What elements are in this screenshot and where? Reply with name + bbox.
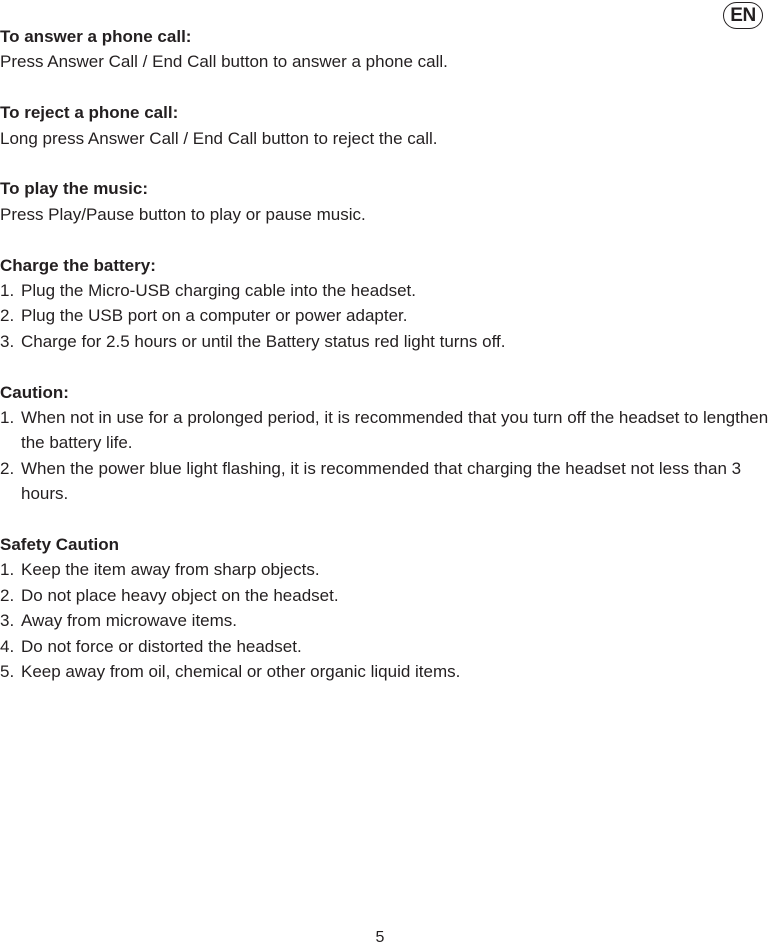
- section-text: Press Play/Pause button to play or pause music.: [0, 204, 366, 224]
- list-item: [0, 557, 769, 582]
- section-text: Press Answer Call / End Call button to answer a phone call.: [0, 52, 448, 72]
- section-heading: Caution:: [0, 382, 69, 402]
- section-heading: To answer a phone call:: [0, 27, 192, 46]
- list-item: [0, 303, 769, 328]
- list-item-text: Keep away from oil, chemical or other organic liquid items.: [21, 662, 461, 682]
- list-item: [0, 456, 769, 507]
- list-item: [0, 608, 769, 633]
- list-item-number: 5.: [0, 662, 15, 682]
- section-reject-call: [0, 100, 769, 151]
- list-item-text: When not in use for a prolonged period, it is recommended that you turn off the headset to lengthen the battery life.: [21, 408, 769, 453]
- list-item-text: Away from microwave items.: [21, 611, 238, 631]
- section-safety-caution: [0, 532, 769, 684]
- charge-steps-list: [0, 278, 769, 354]
- manual-content: [0, 24, 769, 710]
- page-number: 5: [375, 929, 385, 946]
- section-text: Long press Answer Call / End Call button to reject the call.: [0, 128, 438, 148]
- section-play-music: [0, 176, 769, 227]
- list-item: [0, 583, 769, 608]
- section-heading: Charge the battery:: [0, 255, 156, 275]
- list-item-number: 2.: [0, 585, 15, 605]
- list-item: [0, 278, 769, 303]
- section-charge-battery: [0, 253, 769, 355]
- list-item: [0, 659, 769, 684]
- section-caution: [0, 380, 769, 507]
- section-heading: To reject a phone call:: [0, 103, 179, 123]
- list-item-number: 4.: [0, 636, 15, 656]
- list-item-text: Plug the Micro-USB charging cable into the headset.: [21, 281, 417, 301]
- list-item-number: 1.: [0, 560, 15, 580]
- list-item: [0, 405, 769, 456]
- section-heading: To play the music:: [0, 179, 148, 199]
- list-item-number: 3.: [0, 611, 15, 631]
- section-heading: Safety Caution: [0, 535, 120, 555]
- list-item-number: 2.: [0, 458, 15, 478]
- list-item-text: Do not place heavy object on the headset.: [21, 585, 339, 605]
- list-item-number: 2.: [0, 306, 15, 326]
- list-item-text: Plug the USB port on a computer or power adapter.: [21, 306, 408, 326]
- list-item-text: When the power blue light flashing, it is recommended that charging the headset not less than 3 hours.: [21, 458, 742, 504]
- caution-list: [0, 405, 769, 507]
- list-item-text: Charge for 2.5 hours or until the Battery status red light turns off.: [21, 331, 506, 351]
- list-item: [0, 329, 769, 354]
- safety-caution-list: [0, 557, 769, 684]
- list-item-number: 1.: [0, 281, 15, 301]
- list-item-number: 3.: [0, 331, 15, 351]
- language-badge: EN: [723, 2, 763, 29]
- list-item-number: 1.: [0, 408, 15, 428]
- list-item-text: Keep the item away from sharp objects.: [21, 560, 320, 580]
- list-item-text: Do not force or distorted the headset.: [21, 636, 302, 656]
- section-answer-call: [0, 24, 769, 75]
- list-item: [0, 634, 769, 659]
